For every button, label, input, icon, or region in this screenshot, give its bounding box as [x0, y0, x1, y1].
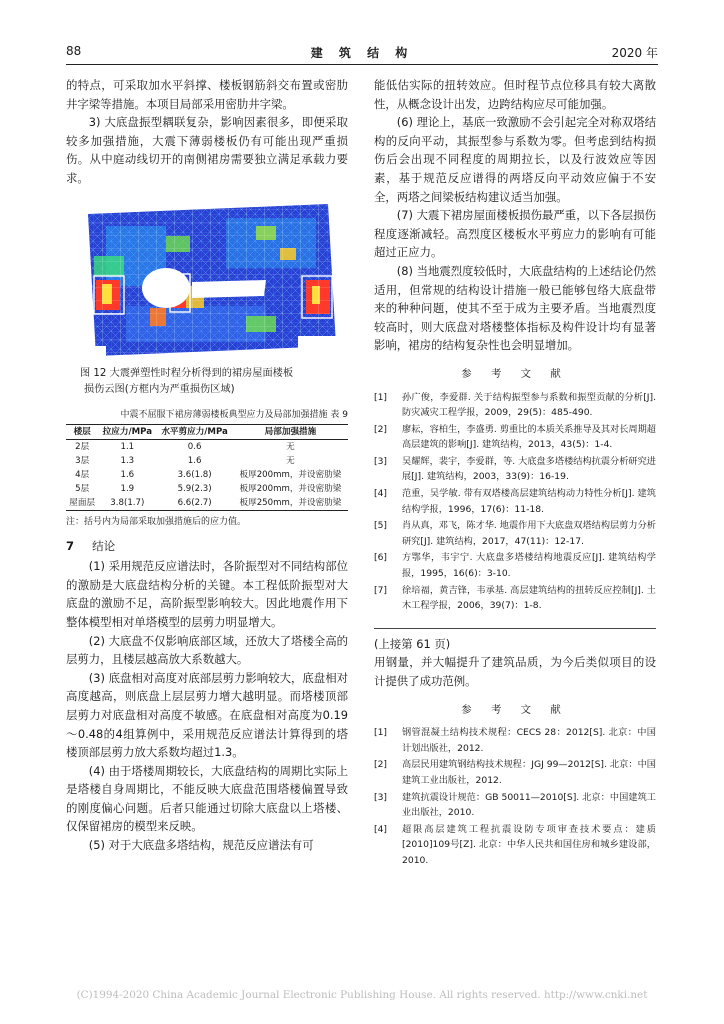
- table-note: 注：括号内为局部采取加强措施后的应力值。: [66, 516, 247, 527]
- column-header: 局部加强措施: [264, 426, 317, 437]
- conclusion-item: (4) 由于塔楼周期较长，大底盘结构的周期比实际上是塔楼自身周期比，不能反映大底盘范围塔楼偏置导致的刚度偏心问题。后者只能通过切除大底盘以上塔楼、仅保留裙房的模型来反映。: [66, 763, 348, 834]
- reference-item: [7] 徐培福，黄吉锋，韦承基. 高层建筑结构的扭转反应控制[J]. 土木工程学报，2006，39(7)：1-8.: [374, 584, 656, 612]
- column-header: 水平剪应力/MPa: [161, 426, 228, 437]
- table-row: 5层 1.9 5.9(2.3) 板厚200mm，并设密肋梁: [75, 483, 342, 494]
- right-column: [374, 76, 656, 870]
- reference-item: [6] 方鄂华，韦宇宁. 大底盘多塔楼结构地震反应[J]. 建筑结构学报，1995，16(6)：3-10.: [374, 552, 656, 580]
- reference-item: [1] 钢管混凝土结构技术规程：CECS 28：2012[S]. 北京：中国计划出版社，2012.: [374, 727, 656, 754]
- table-9: [66, 424, 348, 511]
- copyright-footer: (C)1994-2020 China Academic Journal Electronic Publishing House. All rights reserved. http://www.cnki.net: [76, 989, 648, 1001]
- figure-12-damage-contour: [66, 196, 348, 362]
- separator-rule: [374, 628, 656, 629]
- paragraph: 3) 大底盘振型耦联复杂，影响因素很多，即便采取较多加强措施，大震下薄弱楼板仍有可能出现严重损伤。从中庭动线切开的南侧裙房需要独立满足承载力要求。: [66, 115, 348, 185]
- paragraph: 的特点，可采取加水平斜撑、楼板钢筋斜交布置或密肋井字梁等措施。本项目局部采用密肋井字梁。: [66, 78, 348, 111]
- table-row: 屋面层 3.8(1.7) 6.6(2.7) 板厚250mm，并设密肋梁: [66, 496, 348, 511]
- damage-contour-image: [66, 196, 348, 362]
- figure-caption: 图 12 大震弹塑性时程分析得到的裙房屋面楼板 损伤云图(方框内为严重损伤区域): [80, 367, 294, 395]
- paragraph: 能低估实际的扭转效应。但时程节点位移具有较大离散性，从概念设计出发，边跨结构应尽可能加强。: [374, 78, 656, 111]
- page-header: [66, 44, 658, 62]
- table-row: 2层 1.1 0.6 无: [75, 441, 295, 452]
- conclusion-item: (8) 当地震烈度较低时，大底盘结构的上述结论仍然适用，但常规的结构设计措施一般已能够包络大底盘带来的种种问题，使其不至于成为主要矛盾。当地震烈度较高时，则大底盘对塔楼整体指标及构件设计均有显著影响，裙房的结构复杂性也会明显增加。: [374, 263, 656, 353]
- continued-from-label: (上接第 61 页): [374, 636, 451, 651]
- header-rule: [66, 64, 658, 65]
- reference-item: [2] 高层民用建筑钢结构技术规程：JGJ 99—2012[S]. 北京：中国建筑工业出版社，2012.: [374, 759, 656, 786]
- reference-item: [4] 超限高层建筑工程抗震设防专项审查技术要点：建质[2010]109号[Z]. 北京：中华人民共和国住房和城乡建设部，2010.: [374, 823, 656, 866]
- journal-title: 建 筑 结 构: [310, 46, 414, 60]
- issue-year: 2020 年: [611, 46, 658, 60]
- conclusion-item: (5) 对于大底盘多塔结构，规范反应谱法有可: [88, 838, 314, 853]
- table-caption: 中震不屈服下裙房薄弱楼板典型应力及局部加强措施 表 9: [120, 409, 348, 420]
- left-column: [66, 76, 348, 855]
- conclusion-item: (6) 理论上，基底一致激励不会引起完全对称双塔结构的反向平动，其振型参与系数为零。但考虑到结构损伤后会出现不同程度的周期拉长，以及行波效应等因素，基于规范反应谱得的两塔反向平动效应偏于不安全，两塔之间梁板结构建议适当加强。: [374, 115, 656, 204]
- column-header: 楼层: [73, 426, 91, 437]
- reference-item: [2] 廖耘，容柏生，李盛勇. 剪重比的本质关系推导及其对长周期超高层建筑的影响[J]. 建筑结构，2013，43(5)：1-4.: [374, 423, 656, 451]
- reference-item: [3] 吴耀辉，裴宇，李爱群，等. 大底盘多塔楼结构抗震分析研究进展[J]. 建筑结构，2003，33(9)：16-19.: [374, 455, 656, 483]
- references-heading: 参 考 文 献: [461, 367, 569, 380]
- column-header: 拉应力/MPa: [102, 426, 152, 437]
- continued-text: 用钢量，并大幅提升了建筑品质，为今后类似项目的设计提供了成功范例。: [374, 655, 656, 688]
- table-row: 4层 1.6 3.6(1.8) 板厚200mm，并设密肋梁: [75, 469, 342, 480]
- references-heading: 参 考 文 献: [461, 703, 569, 716]
- reference-item: [1] 孙广俊，李爱群. 关于结构振型参与系数和振型贡献的分析[J]. 防灾减灾工程学报，2009，29(5)：485-490.: [374, 391, 656, 419]
- reference-item: [5] 肖从真，邓飞，陈才华. 地震作用下大底盘双塔结构层剪力分析研究[J]. 建筑结构，2017，47(11)：12-17.: [374, 520, 656, 547]
- section-heading: 7 结论: [66, 538, 116, 553]
- conclusion-item: (7) 大震下裙房屋面楼板损伤最严重，以下各层损伤程度逐渐减轻。高烈度区楼板水平剪应力的影响有可能超过正应力。: [374, 208, 656, 260]
- reference-item: [3] 建筑抗震设计规范：GB 50011—2010[S]. 北京：中国建筑工业出版社，2010.: [374, 791, 656, 819]
- conclusion-item: (3) 底盘相对高度对底部层剪力影响较大，底盘相对高度越高，则底盘上层层剪力增大越明显。而塔楼顶部层剪力对底盘相对高度不敏感。在底盘相对高度为0.19～0.48的4组算例中，采用规范反应谱法计算得到的塔楼顶部层剪力放大系数均超过1.3。: [66, 670, 348, 760]
- conclusion-item: (2) 大底盘不仅影响底部区域，还放大了塔楼全高的层剪力，且楼层越高放大系数越大。: [66, 633, 348, 667]
- page-number: 88: [66, 44, 82, 58]
- conclusion-item: (1) 采用规范反应谱法时，各阶振型对不同结构部位的激励是大底盘结构分析的关键。本工程低阶振型对大底盘的激励不足，高阶振型影响较大。因此地震作用下整体模型相对单塔模型的层剪力明显增大。: [66, 559, 348, 629]
- table-header-row: [66, 424, 348, 439]
- reference-item: [4] 范重，吴学敏. 带有双塔楼高层建筑结构动力特性分析[J]. 建筑结构学报，1996，17(6)：11-18.: [374, 488, 656, 515]
- table-row: 3层 1.3 1.6 无: [75, 455, 295, 466]
